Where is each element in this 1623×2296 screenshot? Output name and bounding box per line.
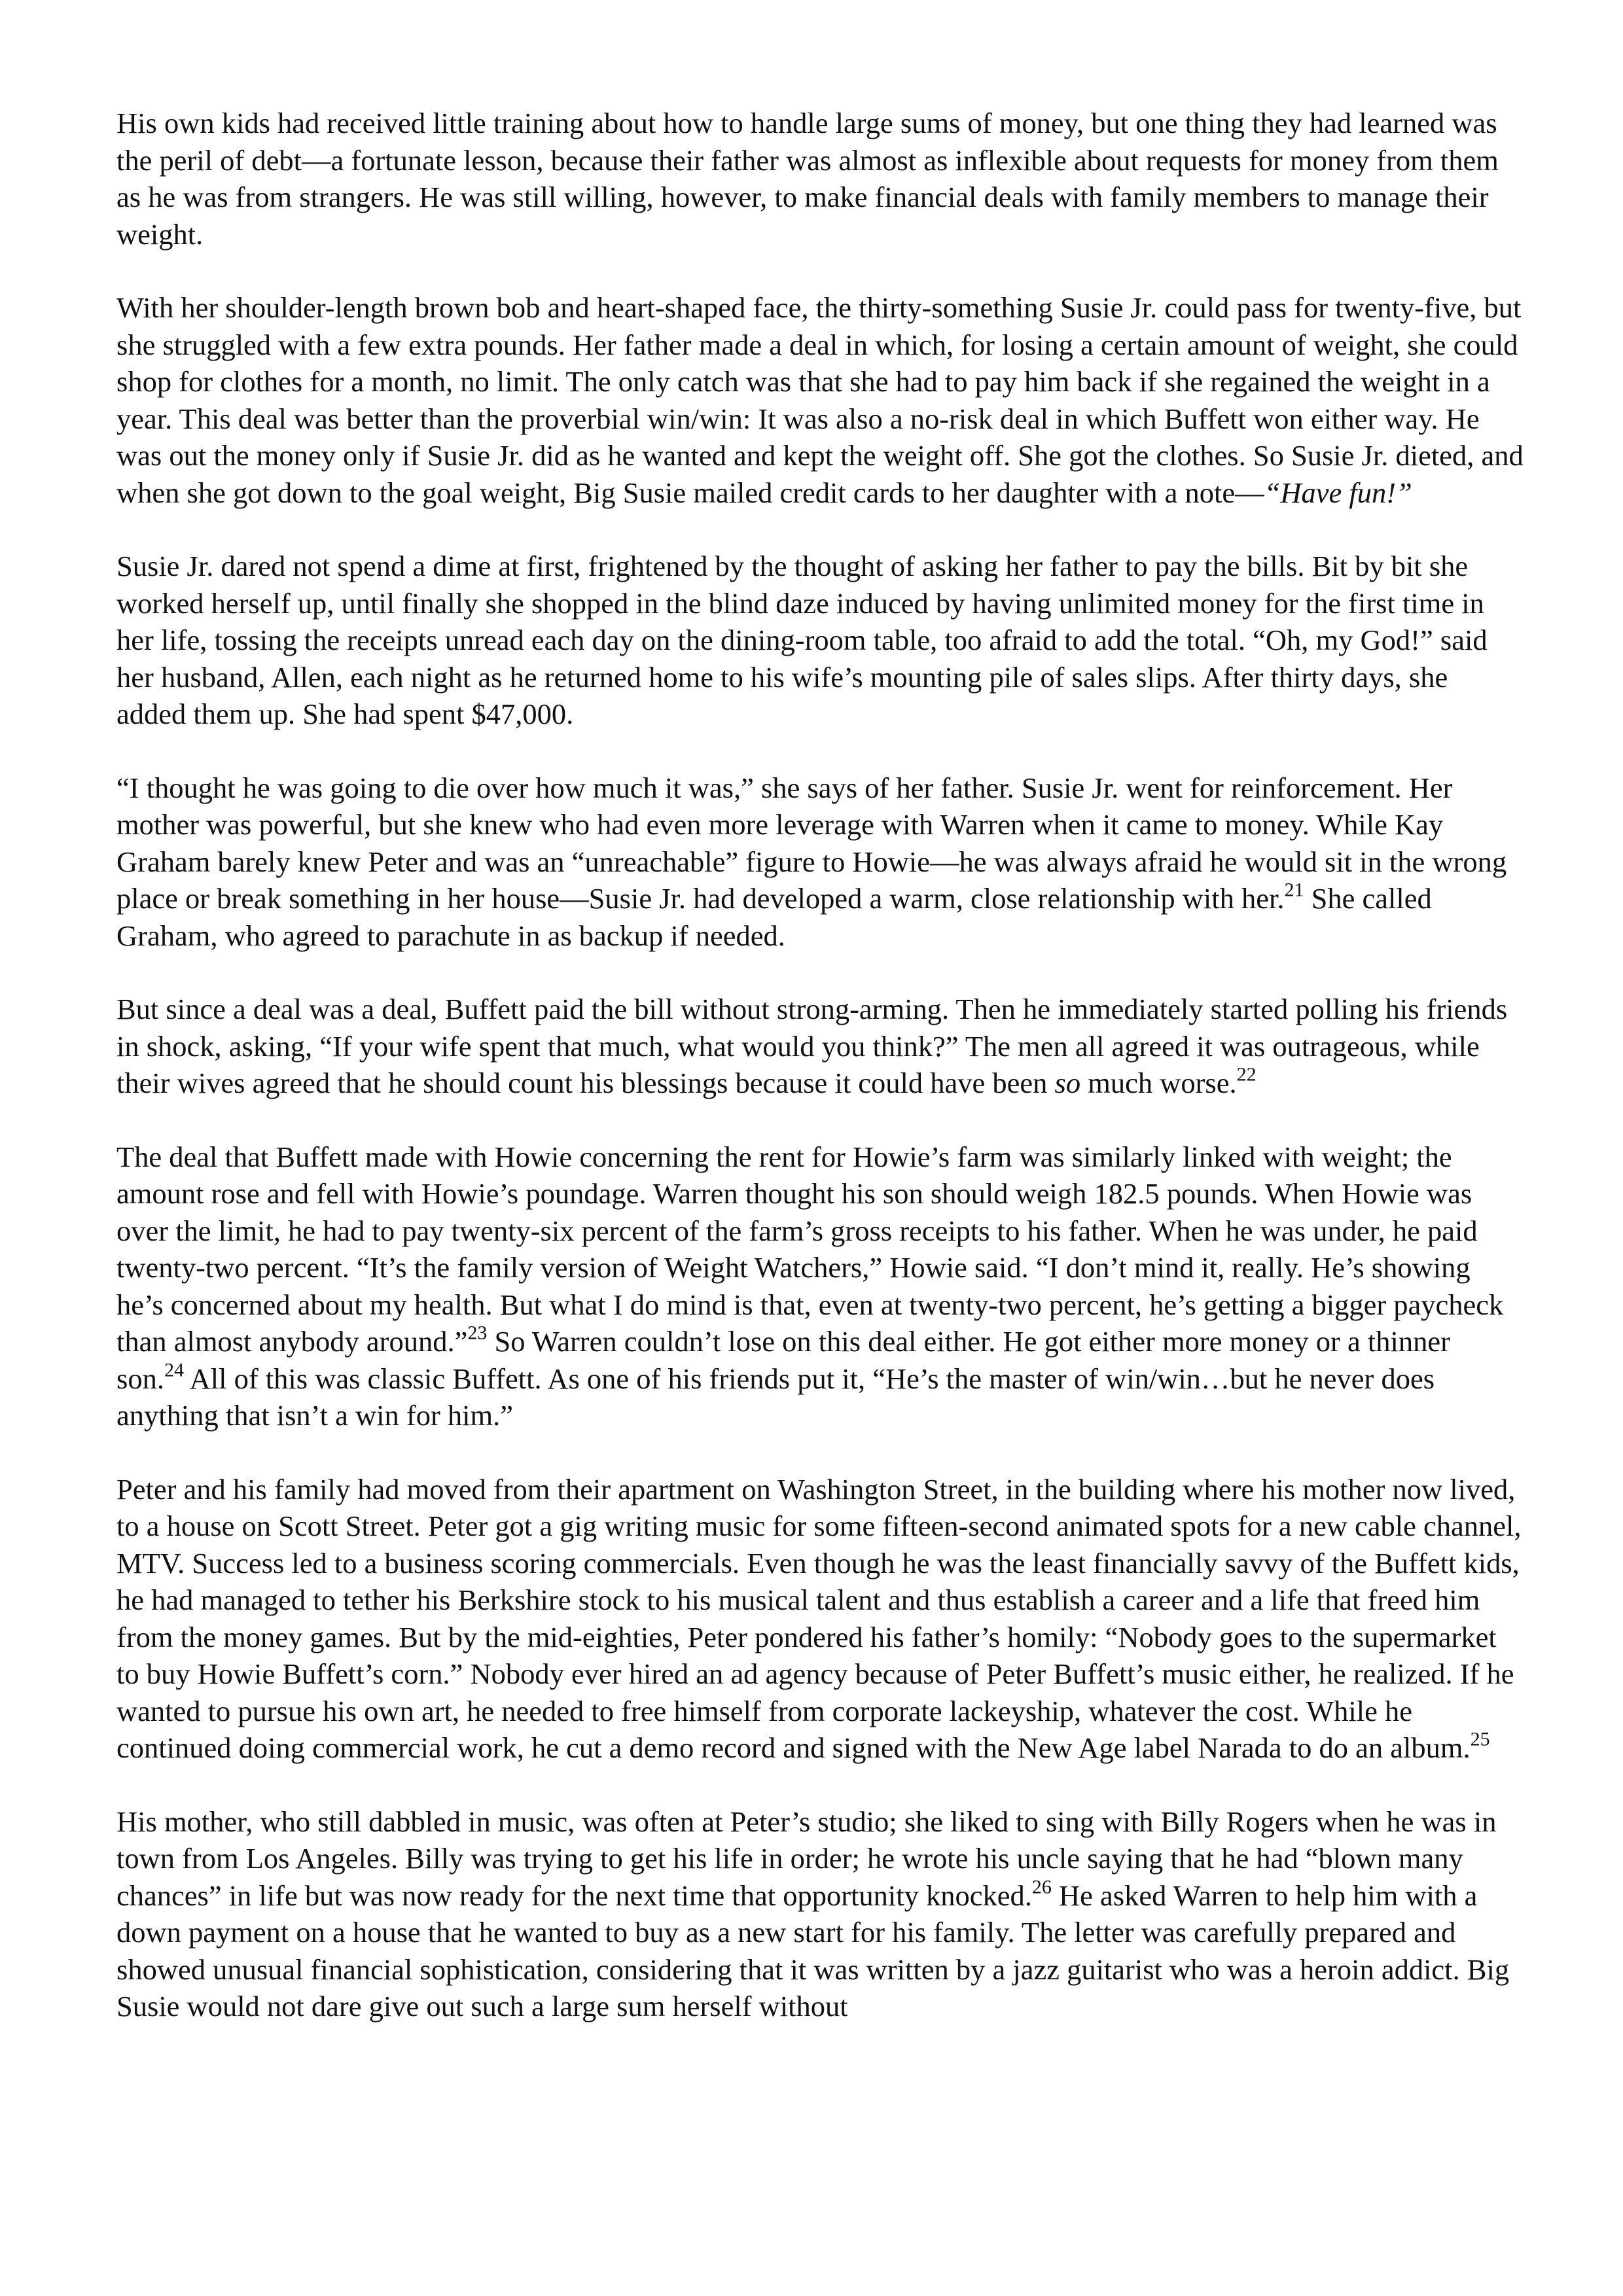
italic-emphasis: so bbox=[1054, 1067, 1081, 1099]
paragraph-text: much worse. bbox=[1080, 1067, 1237, 1099]
italic-quote: “Have fun!” bbox=[1264, 476, 1412, 509]
paragraph-text: He asked Warren to help him with a down payment on a house that he wanted to buy as a new start for his family. The letter was carefully prepared and showed unusual financial sophistication, considering that it was written by a jazz guitarist who was a heroin addict. Big Susie would not dare give out such a large sum herself without bbox=[116, 1879, 1510, 2022]
footnote-ref: 22 bbox=[1236, 1063, 1257, 1086]
paragraph-5 bbox=[116, 991, 1524, 1102]
paragraph-text: Peter and his family had moved from their apartment on Washington Street, in the building where his mother now lived, to a house on Scott Street. Peter got a gig writing music for some fifteen-second animated spots for a new cable channel, MTV. Success led to a business scoring commercials. Even though he was the least financially savvy of the Buffett kids, he had managed to tether his Berkshire stock to his musical talent and thus establish a career and a life that freed him from the money games. But by the mid-eighties, Peter pondered his father’s homily: “Nobody goes to the supermarket to buy Howie Buffett’s corn.” Nobody ever hired an ad agency because of Peter Buffett’s music either, he realized. If he wanted to pursue his own art, he needed to free himself from corporate lackeyship, whatever the cost. While he continued doing commercial work, he cut a demo record and signed with the New Age label Narada to do an album. bbox=[116, 1472, 1522, 1764]
paragraph-text: “I thought he was going to die over how much it was,” she says of her father. Susie Jr. went for reinforcement. Her mother was powerful, but she knew who had even more leverage with Warren when it came to money. While Kay Graham barely knew Peter and was an “unreachable” figure to Howie—he was always afraid he would sit in the wrong place or break something in her house—Susie Jr. had developed a warm, close relationship with her. bbox=[116, 771, 1507, 915]
paragraph-text: The deal that Buffett made with Howie concerning the rent for Howie’s farm was similarly linked with weight; the amount rose and fell with Howie’s poundage. Warren thought his son should weigh 182.5 pounds. When Howie was over the limit, he had to pay twenty-six percent of the farm’s gross receipts to his father. When he was under, he paid twenty-two percent. “It’s the family version of Weight Watchers,” Howie said. “I don’t mind it, really. He’s showing he’s concerned about my health. But what I do mind is that, even at twenty-two percent, he’s getting a bigger paycheck than almost anybody around.” bbox=[116, 1140, 1504, 1358]
paragraph-text: She called Graham, who agreed to parachute in as backup if needed. bbox=[116, 882, 1432, 952]
paragraph-7 bbox=[116, 1471, 1524, 1767]
footnote-ref: 25 bbox=[1470, 1728, 1490, 1750]
footnote-ref: 21 bbox=[1284, 879, 1304, 901]
paragraph-6 bbox=[116, 1139, 1524, 1434]
book-page bbox=[116, 105, 1524, 2025]
paragraph-1 bbox=[116, 105, 1524, 253]
paragraph-text: All of this was classic Buffett. As one of his friends put it, “He’s the master of win/win…but he never does anything that isn’t a win for him.” bbox=[116, 1362, 1435, 1432]
paragraph-text: His mother, who still dabbled in music, was often at Peter’s studio; she liked to sing with Billy Rogers when he was in town from Los Angeles. Billy was trying to get his life in order; he wrote his uncle saying that he had “blown many chances” in life but was now ready for the next time that opportunity knocked. bbox=[116, 1805, 1497, 1912]
footnote-ref: 23 bbox=[467, 1322, 488, 1344]
footnote-ref: 26 bbox=[1031, 1875, 1052, 1898]
paragraph-4 bbox=[116, 769, 1524, 955]
paragraph-3 bbox=[116, 548, 1524, 733]
paragraph-text: With her shoulder-length brown bob and heart-shaped face, the thirty-something Susie Jr. could pass for twenty-five, but she struggled with a few extra pounds. Her father made a deal in which, for losing a certain amount of weight, she could shop for clothes for a month, no limit. The only catch was that she had to pay him back if she regained the weight in a year. This deal was better than the proverbial win/win: It was also a no-risk deal in which Buffett won either way. He was out the money only if Susie Jr. did as he wanted and kept the weight off. She got the clothes. So Susie Jr. dieted, and when she got down to the goal weight, Big Susie mailed credit cards to her daughter with a note— bbox=[116, 291, 1524, 509]
footnote-ref: 24 bbox=[164, 1358, 184, 1381]
paragraph-2 bbox=[116, 289, 1524, 511]
paragraph-text: Susie Jr. dared not spend a dime at first, frightened by the thought of asking her father to pay the bills. Bit by bit she worked herself up, until finally she shopped in the blind daze induced by having unlimited money for the first time in her life, tossing the receipts unread each day on the dining-room table, too afraid to add the total. “Oh, my God!” said her husband, Allen, each night as he returned home to his wife’s mounting pile of sales slips. After thirty days, she added them up. She had spent $47,000. bbox=[116, 550, 1488, 730]
paragraph-text: So Warren couldn’t lose on this deal either. He got either more money or a thinner son. bbox=[116, 1325, 1450, 1395]
paragraph-8 bbox=[116, 1803, 1524, 2025]
paragraph-text: His own kids had received little training about how to handle large sums of money, but one thing they had learned was the peril of debt—a fortunate lesson, because their father was almost as inflexible about requests for money from them as he was from strangers. He was still willing, however, to make financial deals with family members to manage their weight. bbox=[116, 107, 1499, 251]
paragraph-text: But since a deal was a deal, Buffett paid the bill without strong-arming. Then he immediately started polling his friends in shock, asking, “If your wife spent that much, what would you think?” The men all agreed it was outrageous, while their wives agreed that he should count his blessings because it could have been bbox=[116, 993, 1508, 1099]
